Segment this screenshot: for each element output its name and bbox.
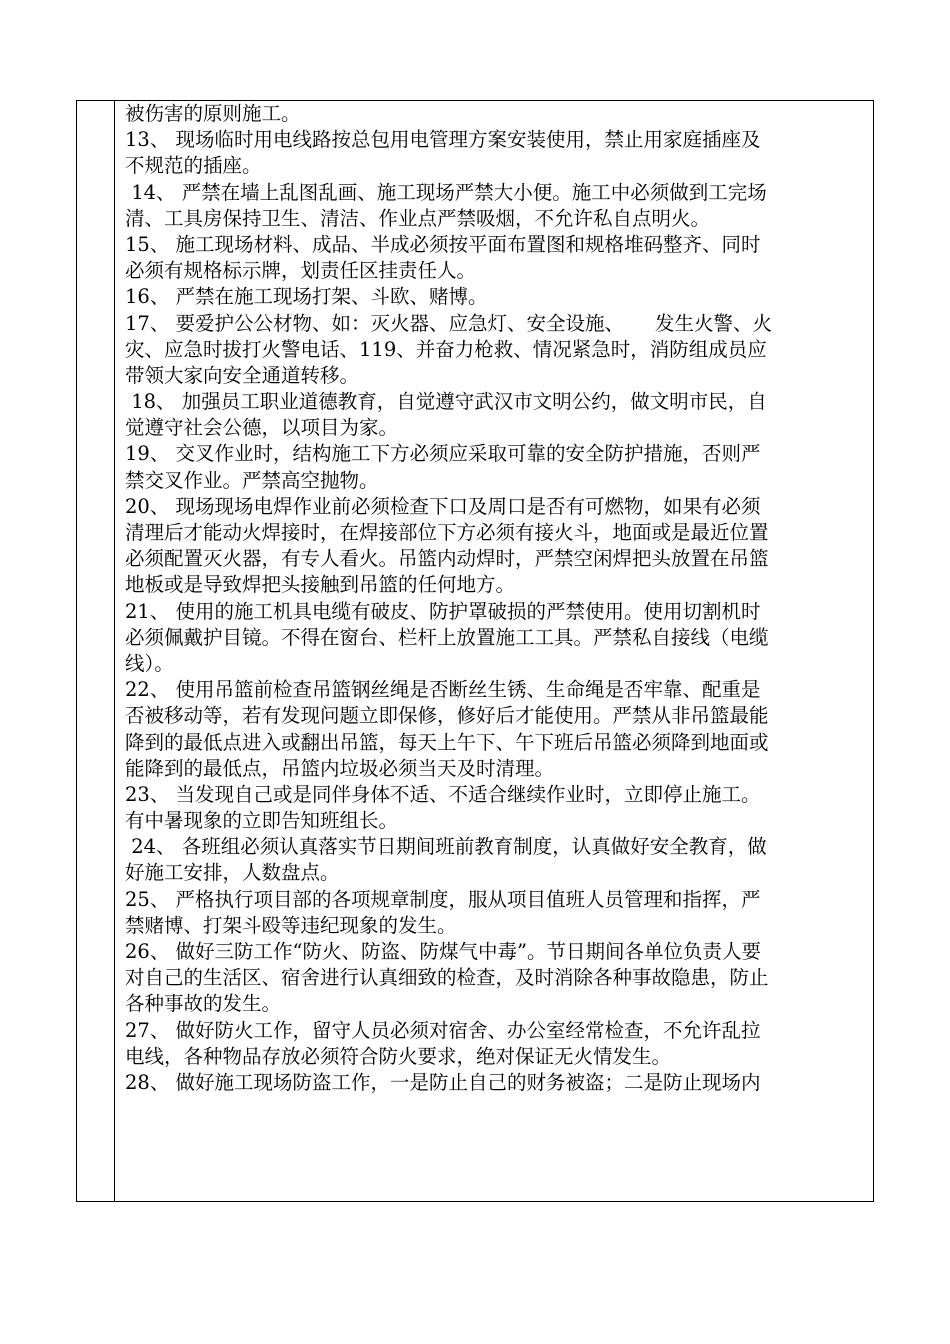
text-line: 必须有规格标示牌，划责任区挂责任人。 <box>125 259 477 283</box>
text-line: 否被移动等，若有发现问题立即保修，修好后才能使用。严禁从非吊篮最能 <box>125 704 769 728</box>
text-line: 14、 严禁在墙上乱图乱画、施工现场严禁大小便。施工中必须做到工完场 <box>125 180 767 204</box>
text-line: 18、 加强员工职业道德教育，自觉遵守武汉市文明公约，做文明市民，自 <box>125 390 767 414</box>
text-line: 有中暑现象的立即告知班组长。 <box>125 809 399 833</box>
text-line: 禁交叉作业。严禁高空抛物。 <box>125 468 379 492</box>
text-line: 灾、应急时拔打火警电话、119、并奋力枪救、情况紧急时，消防组成员应 <box>125 337 767 361</box>
text-line: 好施工安排，人数盘点。 <box>125 861 340 885</box>
text-line: 对自己的生活区、宿舍进行认真细致的检查，及时消除各种事故隐患，防止 <box>125 966 769 990</box>
text-line: 电线，各种物品存放必须符合防火要求，绝对保证无火情发生。 <box>125 1044 672 1068</box>
text-line: 各种事故的发生。 <box>125 992 282 1016</box>
text-line: 不规范的插座。 <box>125 154 262 178</box>
text-line: 20、 现场现场电焊作业前必须检查下口及周口是否有可燃物，如果有必须 <box>125 494 761 518</box>
rules-text-cell <box>125 101 867 1096</box>
text-line: 被伤害的原则施工。 <box>125 102 301 125</box>
text-line: 清理后才能动火焊接时，在焊接部位下方必须有接火斗，地面或是最近位置 <box>125 521 769 544</box>
document-table <box>76 100 874 1202</box>
text-line: 28、 做好施工现场防盗工作，一是防止自己的财务被盗；二是防止现场内 <box>125 1070 761 1094</box>
text-line: 16、 严禁在施工现场打架、斗欧、赌博。 <box>125 285 488 309</box>
text-line: 23、 当发现自己或是同伴身体不适、不适合继续作业时，立即停止施工。 <box>125 782 761 806</box>
text-line: 26、 做好三防工作“防火、防盗、防煤气中毒”。节日期间各单位负责人要 <box>125 940 761 963</box>
text-line: 地板或是导致焊把头接触到吊篮的任何地方。 <box>125 573 516 597</box>
text-line: 15、 施工现场材料、成品、半成必须按平面布置图和规格堆码整齐、同时 <box>125 232 761 256</box>
text-line: 能降到的最低点，吊篮内垃圾必须当天及时清理。 <box>125 756 555 780</box>
text-line: 必须佩戴护目镜。不得在窗台、栏杆上放置施工工具。严禁私自接线（电缆 <box>125 625 769 649</box>
text-line: 21、 使用的施工机具电缆有破皮、防护罩破损的严禁使用。使用切割机时 <box>125 599 761 623</box>
text-line: 线）。 <box>125 651 174 675</box>
text-line: 13、 现场临时用电线路按总包用电管理方案安装使用，禁止用家庭插座及 <box>125 128 761 152</box>
text-line: 27、 做好防火工作，留守人员必须对宿舍、办公室经常检查，不允许乱拉 <box>125 1018 761 1042</box>
text-line: 清、工具房保持卫生、清洁、作业点严禁吸烟，不允许私自点明火。 <box>125 206 711 230</box>
text-line: 禁赌博、打架斗殴等违纪现象的发生。 <box>125 913 457 937</box>
text-line: 降到的最低点进入或翻出吊篮，每天上午下、午下班后吊篮必须降到地面或 <box>125 730 769 754</box>
text-line: 带领大家向安全通道转移。 <box>125 363 360 387</box>
text-line: 24、 各班组必须认真落实节日期间班前教育制度，认真做好安全教育，做 <box>125 835 767 859</box>
text-line: 22、 使用吊篮前检查吊篮钢丝绳是否断丝生锈、生命绳是否牢靠、配重是 <box>125 678 761 702</box>
text-line: 25、 严格执行项目部的各项规章制度，服从项目值班人员管理和指挥，严 <box>125 887 761 911</box>
text-line: 17、 要爱护公公材物、如：灭火器、应急灯、安全设施、 发生火警、火 <box>125 311 773 335</box>
text-line: 觉遵守社会公德，以项目为家。 <box>125 416 399 440</box>
text-line: 必须配置灭火器，有专人看火。吊篮内动焊时，严禁空闲焊把头放置在吊篮 <box>125 547 769 571</box>
column-divider <box>114 101 115 1201</box>
text-line: 19、 交叉作业时，结构施工下方必须应采取可靠的安全防护措施，否则严 <box>125 442 761 466</box>
